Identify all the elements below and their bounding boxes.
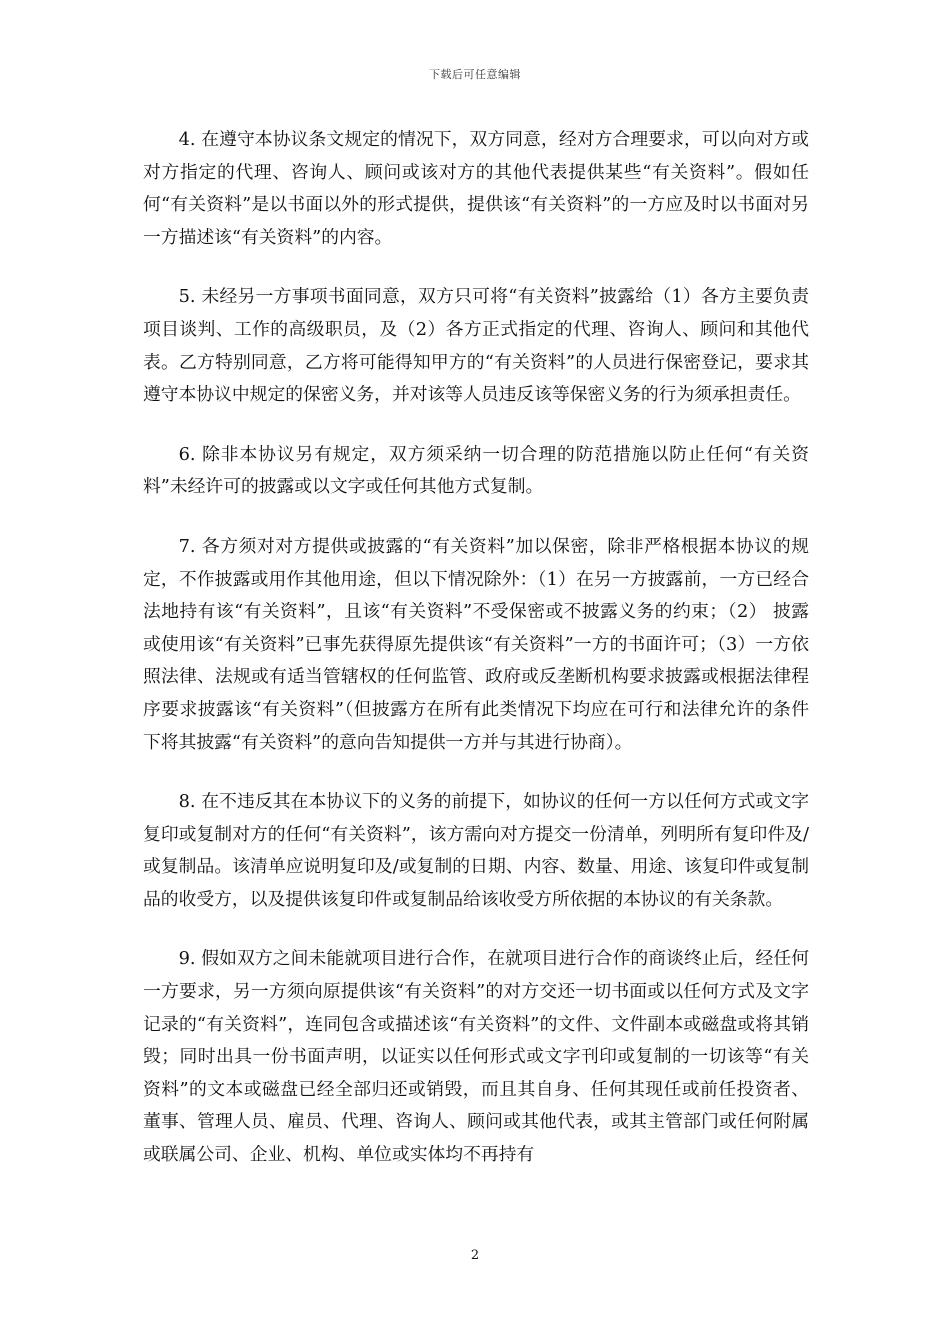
clause-7-paragraph: 7. 各方须对对方提供或披露的“有关资料”加以保密，除非严格根据本协议的规定，不作披露或用作其他用途，但以下情况除外：（1）在另一方披露前，一方已经合法地持有该“有关资料”，且该“有关资料”不受保密或不披露义务的约束；（2） 披露或使用该“有关资料”已事先获得原先提供该“有关资料”一方的书面许可；（3）一方依照法律、法规或有适当管辖权的任何监管、政府或反垄断机构要求披露或根据法律程序要求披露该“有关资料”（但披露方在所有此类情况下均应在可行和法律允许的条件下将其披露“有关资料”的意向告知提供一方并与其进行协商）。 xyxy=(143,535,809,753)
clause-5-paragraph: 5. 未经另一方事项书面同意，双方只可将“有关资料”披露给（1）各方主要负责项目谈判、工作的高级职员，及（2）各方正式指定的代理、咨询人、顾问和其他代表。乙方特别同意，乙方将可能得知甲方的“有关资料”的人员进行保密登记，要求其遵守本协议中规定的保密义务，并对该等人员违反该等保密义务的行为须承担责任。 xyxy=(143,286,809,406)
clause-8-paragraph: 8. 在不违反其在本协议下的义务的前提下，如协议的任何一方以任何方式或文字复印或复制对方的任何“有关资料”，该方需向对方提交一份清单，列明所有复印件及/或复制品。该清单应说明复印及/或复制的日期、内容、数量、用途、该复印件或复制品的收受方，以及提供该复印件或复制品给该收受方所依据的本协议的有关条款。 xyxy=(143,791,810,910)
clause-6-paragraph: 6. 除非本协议另有规定，双方须采纳一切合理的防范措施以防止任何“有关资料”未经许可的披露或以文字或任何其他方式复制。 xyxy=(143,443,809,498)
clause-4-paragraph: 4. 在遵守本协议条文规定的情况下，双方同意，经对方合理要求，可以向对方或对方指定的代理、咨询人、顾问或该对方的其他代表提供某些“有关资料”。假如任何“有关资料”是以书面以外的形式提供，提供该“有关资料”的一方应及时以书面对另一方描述该“有关资料”的内容。 xyxy=(143,129,809,248)
clause-9-paragraph: 9. 假如双方之间未能就项目进行合作，在就项目进行合作的商谈终止后，经任何一方要求，另一方须向原提供该“有关资料”的对方交还一切书面或以任何方式及文字记录的“有关资料”，连同包含或描述该“有关资料”的文件、文件副本或磁盘或将其销毁；同时出具一份书面声明，以证实以任何形式或文字刊印或复制的一切该等“有关资料”的文本或磁盘已经全部归还或销毁，而且其自身、任何其现任或前任投资者、董事、管理人员、雇员、代理、咨询人、顾问或其他代表，或其主管部门或任何附属或联属公司、企业、机构、单位或实体均不再持有 xyxy=(143,948,809,1166)
document-body xyxy=(143,124,809,1199)
page-header: 下载后可任意编辑 xyxy=(429,68,521,81)
page-number: 2 xyxy=(470,1248,480,1263)
